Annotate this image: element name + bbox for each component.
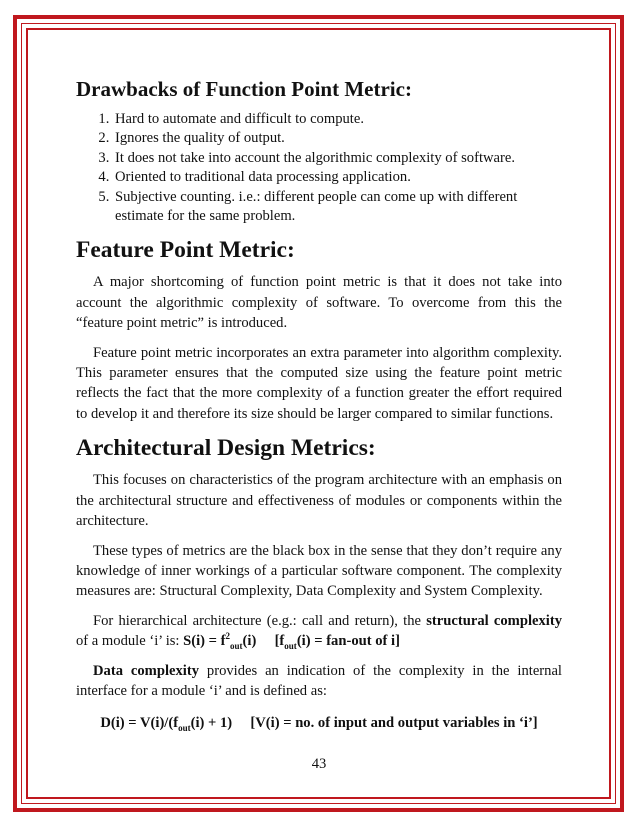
- data-complexity-formula: $D(i) = V(i)/(f_{out}(i) + 1)$ [V(i) = no. of input and output variables in ‘i’]: [100, 715, 538, 734]
- list-item: 4. Oriented to traditional data processing application.: [113, 168, 562, 187]
- list-item: 1. Hard to automate and difficult to compute.: [113, 110, 562, 129]
- architectural-paragraph-2: These types of metrics are the black box in the sense that they don’t require any knowledge of inner workings of a particular software component. The complexity measures are: Structural Complexity, Data Complexity and System Complexity.: [76, 542, 562, 600]
- drawbacks-heading: Drawbacks of Function Point Metric:: [76, 77, 412, 101]
- structural-complexity-formula: $S(i) = f^2_{out}(i)$: [183, 631, 257, 652]
- data-complexity-term: Data complexity: [93, 662, 199, 679]
- list-item: 5. Subjective counting. i.e.: different people can come up with different estimate for the same problem.: [113, 188, 562, 227]
- fan-out-note: [$f_{out}(i) = fan-out$ of i]: [274, 633, 400, 652]
- list-item: 2. Ignores the quality of output.: [113, 129, 562, 148]
- feature-point-heading: Feature Point Metric:: [76, 237, 295, 264]
- architectural-paragraph-1: This focuses on characteristics of the program architecture with an emphasis on the architectural structure and effectiveness of modules or components within the architecture.: [76, 472, 562, 530]
- structural-complexity-term: structural complexity: [426, 612, 562, 629]
- page-content: [76, 76, 562, 733]
- structural-complexity-paragraph: For hierarchical architecture (e.g.: call and return), the structural complexity of a module ‘i’ is: $S(i) = f^2_{out}(i)$ [$f_{out}(i) = fan-out$ of i]: [76, 612, 562, 652]
- feature-point-paragraph-2: Feature point metric incorporates an extra parameter into algorithm complexity. This parameter ensures that the computed size using the feature point metric reflects the fact that the more complexity of a function greater the effort required to develop it and therefore its size should be larger compared to similar functions.: [76, 344, 562, 422]
- list-item: 3. It does not take into account the algorithmic complexity of software.: [113, 149, 562, 168]
- data-complexity-paragraph: Data complexity provides an indication of the complexity in the internal interface for a module ‘i’ and is defined as:: [76, 662, 562, 699]
- feature-point-paragraph-1: A major shortcoming of function point metric is that it does not take into account the algorithmic complexity of software. To overcome from this the “feature point metric” is introduced.: [76, 274, 562, 332]
- architectural-heading: Architectural Design Metrics:: [76, 435, 376, 462]
- page-number: 43: [311, 756, 327, 772]
- drawbacks-list: [76, 110, 562, 226]
